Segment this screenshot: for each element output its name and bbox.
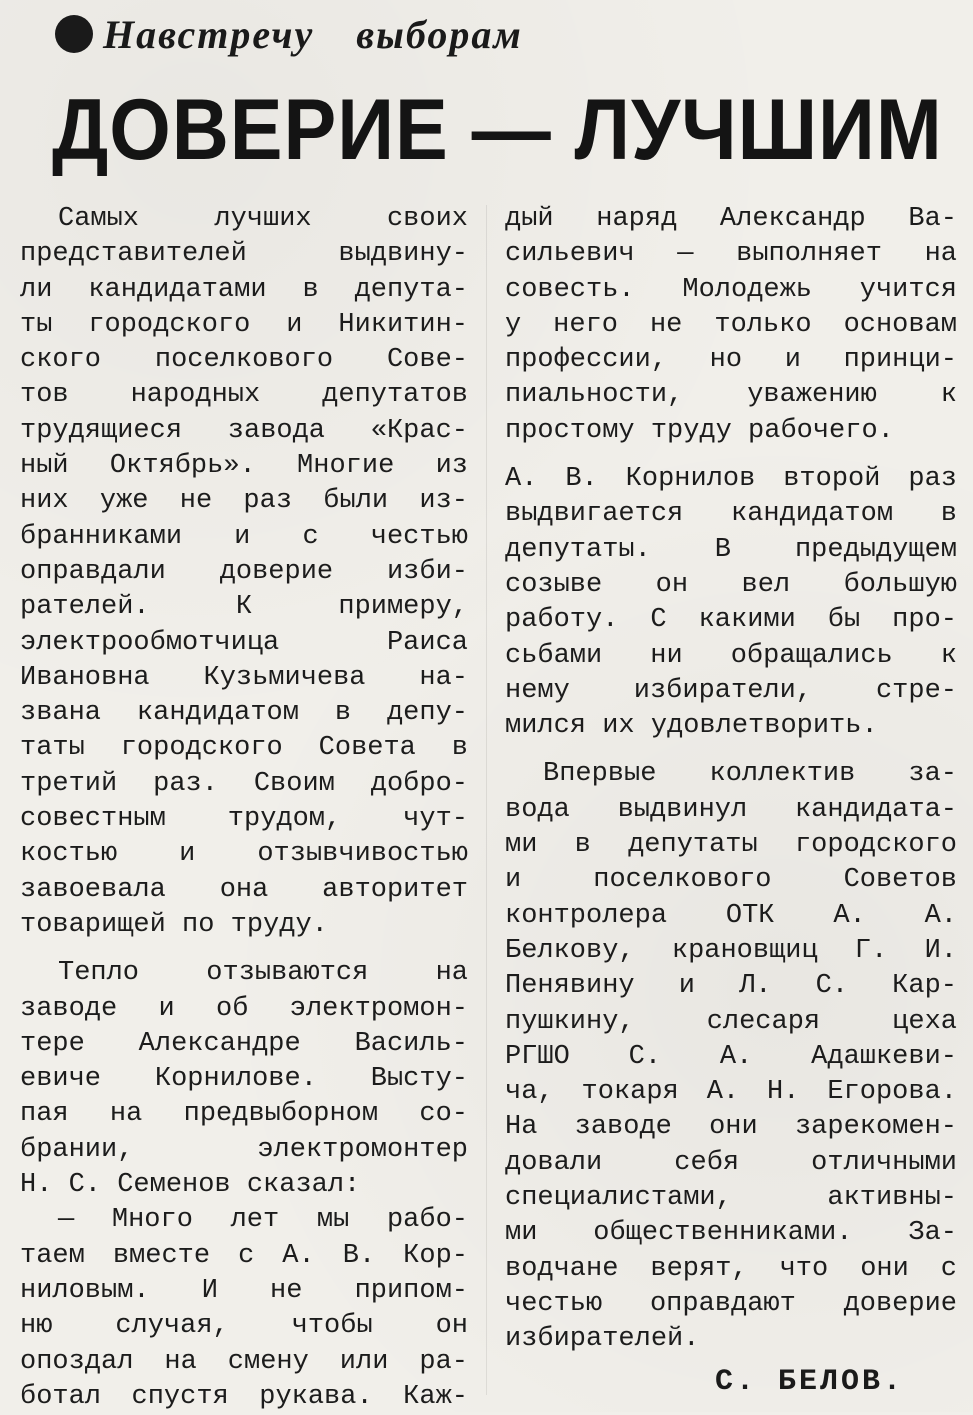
text-line: дый наряд Александр Ва-	[505, 204, 957, 234]
text-line: представителей выдвину-	[20, 239, 468, 270]
right-column	[505, 202, 957, 1358]
author-signature: С. БЕЛОВ.	[715, 1365, 905, 1399]
text-line: рателей. К примеру,	[20, 592, 468, 623]
text-line: пушкину, слесаря цеха	[505, 1006, 957, 1037]
text-line: Н. С. Семенов сказал:	[20, 1170, 361, 1201]
text-line: ми в депутаты городского	[505, 830, 957, 861]
text-line: депутаты. В предыдущем	[505, 534, 957, 565]
text-line: пиальности, уважению к	[505, 380, 957, 411]
text-line: тов народных депутатов	[20, 380, 468, 411]
text-line: ского поселкового Сове-	[20, 345, 468, 376]
text-line: пая на предвыборном со-	[20, 1099, 468, 1130]
article-headline: ДОВЕРИЕ — ЛУЧШИМ	[52, 82, 943, 178]
text-line: А. В. Корнилов второй раз	[505, 464, 957, 495]
text-line: завоевала она авторитет	[20, 874, 468, 905]
text-line: довали себя отличными	[505, 1147, 957, 1178]
text-line: заводе и об электромон-	[20, 993, 468, 1024]
text-line: ча, токаря А. Н. Егорова.	[505, 1077, 957, 1108]
rubric-header	[55, 8, 523, 60]
bullet-dot-icon	[55, 15, 93, 53]
text-line: ниловым. И не припом-	[20, 1275, 468, 1306]
paragraph-gap	[505, 744, 957, 757]
text-line: евиче Корнилове. Высту-	[20, 1064, 468, 1095]
text-line: костью и отзывчивостью	[20, 839, 468, 870]
text-line: товарищей по труду.	[20, 909, 328, 940]
text-line: бранниками и с честью	[20, 521, 468, 552]
text-line: совесть. Молодежь учится	[505, 274, 957, 305]
text-line: созыве он вел большую	[505, 569, 957, 600]
text-line: трудящиеся завода «Крас-	[20, 415, 468, 446]
text-line: Впервые коллектив за-	[543, 759, 957, 790]
text-line: специалистами, активны-	[505, 1183, 957, 1214]
text-line: — Много лет мы рабо-	[58, 1205, 468, 1236]
text-line: контролера ОТК А. А.	[505, 900, 957, 931]
column-divider	[486, 205, 487, 1395]
paragraph	[20, 956, 468, 1203]
text-line: честью оправдают доверие	[505, 1288, 957, 1319]
text-line: и поселкового Советов	[505, 865, 957, 896]
paragraph	[505, 202, 957, 449]
rubric-label: Навстречу выборам	[103, 11, 523, 57]
text-line: ли кандидатами в депута-	[20, 274, 468, 305]
text-line: сильевич — выполняет на	[505, 239, 957, 270]
text-line: профессии, но и принци-	[505, 345, 957, 376]
text-line: звана кандидатом в депу-	[20, 698, 468, 729]
text-line: таты городского Совета в	[20, 733, 468, 764]
text-line: опоздал на смену или ра-	[20, 1346, 468, 1377]
text-line: ню случая, чтобы он	[20, 1311, 468, 1342]
text-line: третий раз. Своим добро-	[20, 768, 468, 799]
text-line: мился их удовлетворить.	[505, 711, 878, 742]
text-line: сьбами ни обращались к	[505, 640, 957, 671]
text-line: избирателей.	[505, 1324, 700, 1355]
text-line: брании, электромонтер	[20, 1134, 468, 1165]
text-line: них уже не раз были из-	[20, 486, 468, 517]
paragraph-gap	[505, 449, 957, 462]
text-line: у него не только основам	[505, 309, 957, 340]
text-line: ми общественниками. За-	[505, 1218, 957, 1249]
text-line: совестным трудом, чут-	[20, 804, 468, 835]
text-line: Ивановна Кузьмичева на-	[20, 662, 468, 693]
text-line: нему избиратели, стре-	[505, 675, 957, 706]
text-line: простому труду рабочего.	[505, 415, 894, 446]
text-line: Тепло отзываются на	[58, 958, 468, 989]
text-line: работу. С какими бы про-	[505, 605, 957, 636]
text-line: На заводе они зарекомен-	[505, 1112, 957, 1143]
text-line: ты городского и Никитин-	[20, 309, 468, 340]
text-line: таем вместе с А. В. Кор-	[20, 1240, 468, 1271]
text-line: Белкову, крановщиц Г. И.	[505, 935, 957, 966]
paragraph	[505, 757, 957, 1357]
text-line: электрообмотчица Раиса	[20, 627, 468, 658]
text-line: Самых лучших своих	[58, 204, 468, 234]
text-line: водчане верят, что они с	[505, 1253, 957, 1284]
left-column	[20, 202, 468, 1415]
paragraph	[20, 1203, 468, 1415]
text-line: выдвигается кандидатом в	[505, 499, 957, 530]
paragraph	[505, 462, 957, 744]
text-line: Пенявину и Л. С. Кар-	[505, 971, 957, 1002]
text-line: РГШО С. А. Адашкеви-	[505, 1041, 957, 1072]
paragraph	[20, 202, 468, 943]
text-line: вода выдвинул кандидата-	[505, 794, 957, 825]
text-line: оправдали доверие изби-	[20, 556, 468, 587]
text-line: тере Александре Василь-	[20, 1028, 468, 1059]
text-line: ботал спустя рукава. Каж-	[20, 1381, 468, 1412]
paragraph-gap	[20, 943, 468, 956]
text-line: ный Октябрь». Многие из	[20, 451, 468, 482]
